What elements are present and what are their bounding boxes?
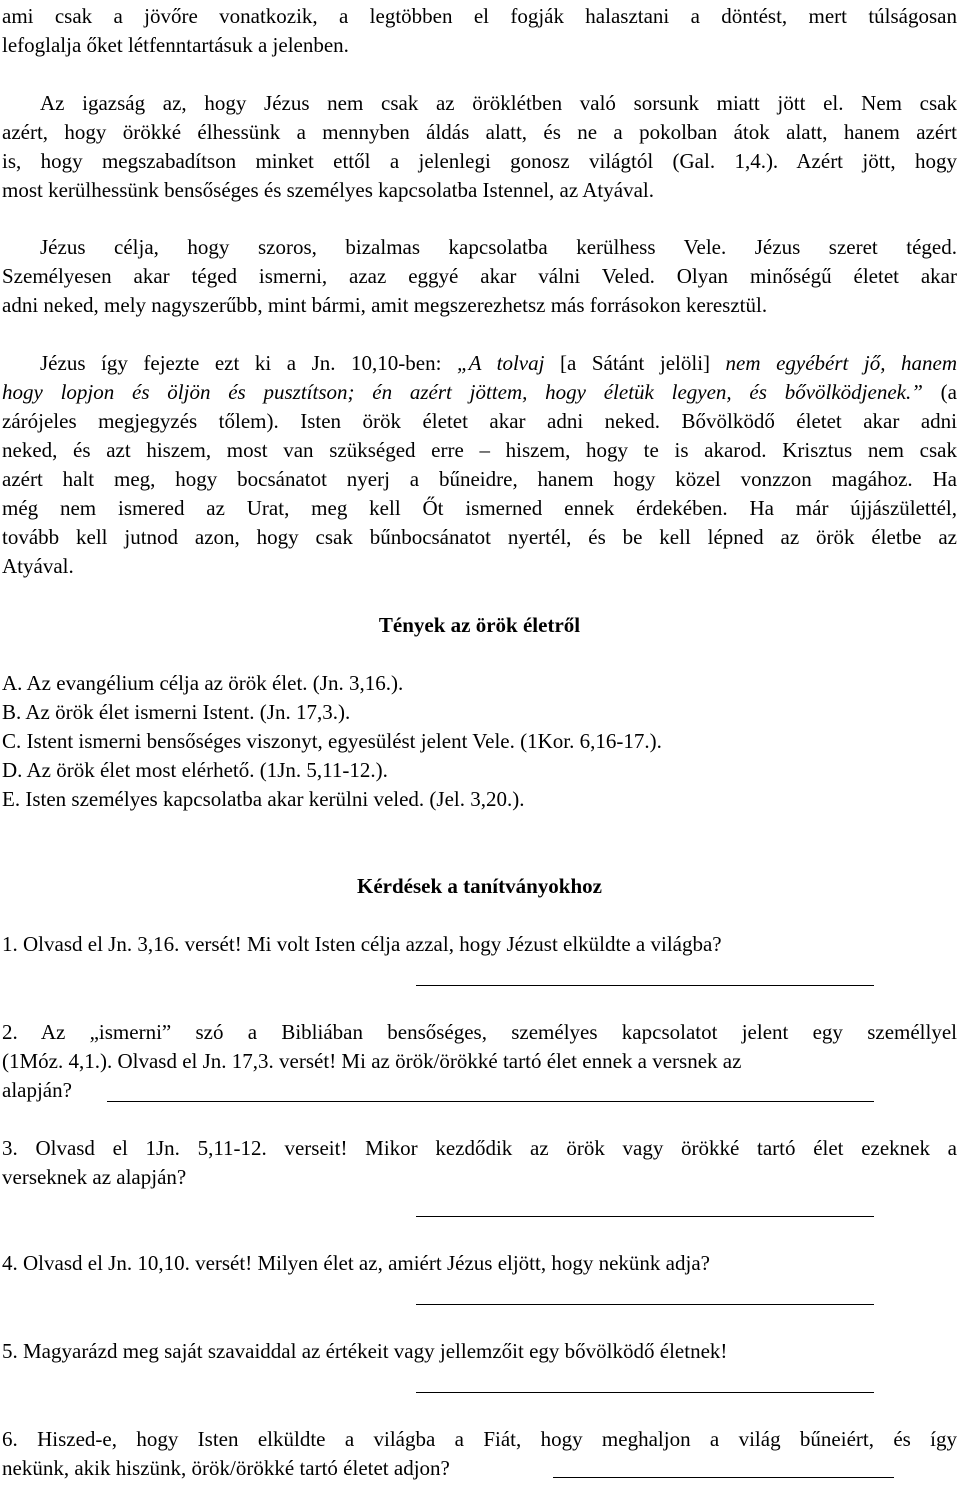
question-text: verseknek az alapján? xyxy=(2,1165,187,1189)
question-text: 1. Olvasd el Jn. 3,16. versét! Mi volt Isten célja azzal, hogy Jézust elküldte a világba? xyxy=(2,932,722,956)
fact-item: B. Az örök élet ismerni Istent. (Jn. 17,3.). xyxy=(2,700,351,724)
quote-fragment: A tolvaj xyxy=(468,351,545,375)
text-line: zárójeles megjegyzés tőlem). Isten örök életet akar adni neked. Bővölködő életet akar adni xyxy=(2,409,957,433)
question-4 xyxy=(2,1249,957,1278)
text-line xyxy=(2,378,957,407)
text-line: ami csak a jövőre vonatkozik, a legtöbben el fogják halasztani a döntést, mert túlságosan xyxy=(2,4,957,28)
question-text: 3. Olvasd el 1Jn. 5,11-12. verseit! Mikor kezdődik az örök vagy örökké tartó élet ezeknek a xyxy=(2,1136,957,1160)
paragraph-truth xyxy=(2,89,957,205)
answer-line-4[interactable] xyxy=(416,1304,874,1305)
question-1 xyxy=(2,930,957,959)
text-fragment: [a Sátánt jelöli] xyxy=(544,351,726,375)
text-line: Atyával. xyxy=(2,554,74,578)
text-line: azért halt meg, hogy bocsánatot nyerj a bűneidre, hanem hogy közel vonzzon magához. Ha xyxy=(2,467,957,491)
fact-item: A. Az evangélium célja az örök élet. (Jn. 3,16.). xyxy=(2,671,404,695)
question-6 xyxy=(2,1425,957,1483)
text-line: tovább kell jutnod azon, hogy csak bűnbocsánatot nyertél, és be kell lépned az örök életbe az xyxy=(2,525,957,549)
facts-list xyxy=(2,669,957,814)
question-text: 5. Magyarázd meg saját szavaiddal az értékeit vagy jellemzőit egy bővölködő életnek! xyxy=(2,1339,728,1363)
question-2 xyxy=(2,1018,957,1105)
fact-item: D. Az örök élet most elérhető. (1Jn. 5,11-12.). xyxy=(2,758,388,782)
text-line: Jézus célja, hogy szoros, bizalmas kapcsolatba kerülhess Vele. Jézus szeret téged. xyxy=(40,235,957,259)
paragraph-john-10-10 xyxy=(2,349,957,581)
question-text: (1Móz. 4,1.). Olvasd el Jn. 17,3. versét! Mi az örök/örökké tartó élet ennek a versnek az xyxy=(2,1049,742,1073)
answer-line-2[interactable] xyxy=(107,1101,874,1102)
text-fragment: Jézus így fejezte ezt ki a Jn. 10,10-ben: xyxy=(40,351,457,375)
answer-line-5[interactable] xyxy=(416,1392,874,1393)
text-line: Személyesen akar téged ismerni, azaz eggyé akar válni Veled. Olyan minőségű életet akar xyxy=(2,264,957,288)
question-text: 2. Az „ismerni” szó a Bibliában bensőséges, személyes kapcsolatot jelent egy személlyel xyxy=(2,1020,957,1044)
text-fragment: (a xyxy=(922,380,957,404)
question-text: nekünk, akik hiszünk, örök/örökké tartó életet adjon? xyxy=(2,1456,450,1480)
fact-item: E. Isten személyes kapcsolatba akar kerülni veled. (Jel. 3,20.). xyxy=(2,787,525,811)
text-line: még nem ismered az Urat, meg kell Őt ismerned ennek érdekében. Ha már újjászülettél, xyxy=(2,496,957,520)
paragraph-jesus-goal xyxy=(2,233,957,320)
facts-heading: Tények az örök életről xyxy=(378,613,581,637)
text-line xyxy=(2,349,957,378)
question-text: 4. Olvasd el Jn. 10,10. versét! Milyen élet az, amiért Jézus eljött, hogy nekünk adja? xyxy=(2,1251,710,1275)
text-line: azért, hogy örökké élhessünk a mennyben áldás alatt, és ne a pokolban átok alatt, hanem azért xyxy=(2,120,957,144)
question-text: alapján? xyxy=(2,1078,72,1102)
quote-open: „ xyxy=(456,351,469,375)
answer-line-1[interactable] xyxy=(416,985,874,986)
paragraph-continuation xyxy=(2,2,957,60)
answer-line-6[interactable] xyxy=(553,1477,894,1478)
question-text: 6. Hiszed-e, hogy Isten elküldte a világba a Fiát, hogy meghaljon a világ bűneiért, és így xyxy=(2,1427,957,1451)
text-line: is, hogy megszabadítson minket ettől a jelenlegi gonosz világtól (Gal. 1,4.). Azért jött, hogy xyxy=(2,149,957,173)
fact-item: C. Istent ismerni bensőséges viszonyt, egyesülést jelent Vele. (1Kor. 6,16-17.). xyxy=(2,729,662,753)
text-line: Az igazság az, hogy Jézus nem csak az öröklétben való sorsunk miatt jött el. Nem csak xyxy=(40,91,957,115)
question-3 xyxy=(2,1134,957,1192)
questions-heading: Kérdések a tanítványokhoz xyxy=(356,874,602,898)
quote-fragment: hogy lopjon és öljön és pusztítson; én azért jöttem, hogy életük legyen, és bővölködjenek.” xyxy=(2,380,923,404)
answer-line-3[interactable] xyxy=(416,1216,874,1217)
question-5 xyxy=(2,1337,957,1366)
text-line: neked, és azt hiszem, most van szükséged erre – hiszem, hogy te is akarod. Krisztus nem csak xyxy=(2,438,957,462)
text-line: adni neked, mely nagyszerűbb, mint bármi, amit megszerezhetsz más forrásokon keresztül. xyxy=(2,293,768,317)
quote-fragment: nem egyébért jő, hanem xyxy=(725,351,957,375)
text-line: lefoglalja őket létfenntartásuk a jelenben. xyxy=(2,33,349,57)
text-line: most kerülhessünk bensőséges és személyes kapcsolatba Istennel, az Atyával. xyxy=(2,178,654,202)
